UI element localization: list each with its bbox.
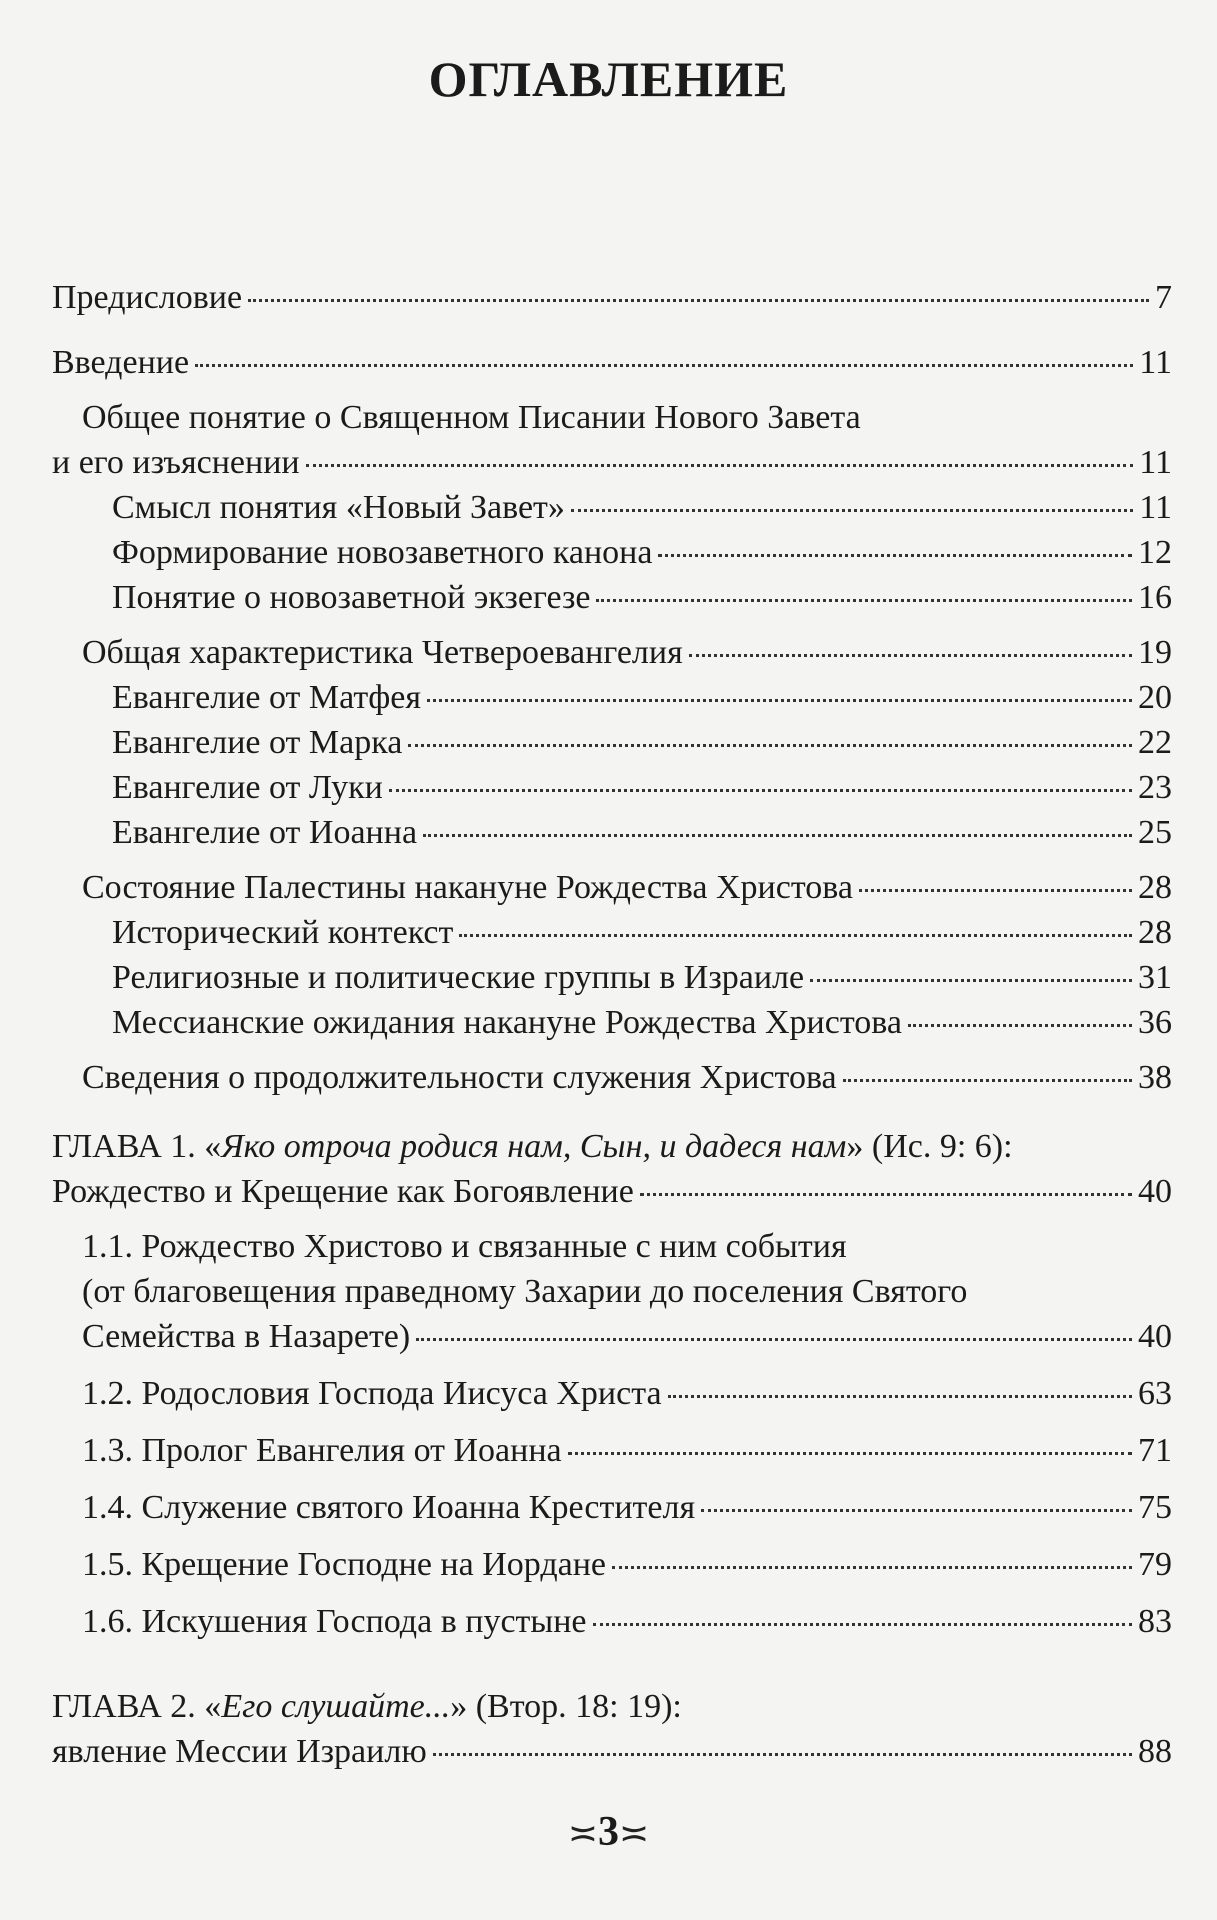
toc-entry — [52, 395, 1172, 485]
toc-entry-text: Евангелие от Луки — [112, 769, 383, 806]
toc-section — [82, 1542, 1172, 1587]
toc-entry — [82, 1055, 1172, 1100]
toc-page-number: 16 — [1138, 579, 1172, 616]
chapter-suffix: » (Втор. 18: 19): — [450, 1688, 682, 1725]
toc-entry-text: и его изъяснении — [52, 444, 300, 481]
table-of-contents — [52, 275, 1172, 1774]
toc-entry-text: Исторический контекст — [112, 914, 454, 951]
toc-page-number: 23 — [1138, 769, 1172, 806]
dot-leader — [810, 979, 1132, 982]
toc-entry-text: Предисловие — [52, 279, 243, 316]
chapter-heading-line1 — [52, 1124, 1172, 1169]
dot-leader — [908, 1024, 1132, 1027]
toc-page-number: 12 — [1138, 534, 1172, 571]
dot-leader — [640, 1193, 1132, 1196]
toc-entry-text: Понятие о новозаветной экзегезе — [112, 579, 591, 616]
toc-entry-text: Рождество и Крещение как Богоявление — [52, 1173, 634, 1210]
dot-leader — [459, 934, 1132, 937]
toc-entry — [112, 575, 1172, 620]
toc-page-number: 11 — [1139, 344, 1172, 381]
toc-page-number: 88 — [1138, 1733, 1172, 1770]
dot-leader — [427, 699, 1132, 702]
toc-page-number: 36 — [1138, 1004, 1172, 1041]
toc-page-number: 63 — [1138, 1375, 1172, 1412]
ornament-left-icon: ≍ — [567, 1813, 598, 1853]
chapter-suffix: » (Ис. 9: 6): — [846, 1128, 1013, 1165]
dot-leader — [658, 554, 1132, 557]
toc-entry-text: Религиозные и политические группы в Израиле — [112, 959, 805, 996]
toc-entry — [112, 955, 1172, 1000]
page-footer — [0, 1808, 1217, 1856]
toc-entry — [112, 530, 1172, 575]
toc-entry — [112, 485, 1172, 530]
toc-page-number: 22 — [1138, 724, 1172, 761]
toc-entry — [112, 1000, 1172, 1045]
toc-entry-introduction — [52, 340, 1172, 385]
dot-leader — [612, 1566, 1132, 1569]
toc-page-number: 31 — [1138, 959, 1172, 996]
toc-entry-text-line1: 1.1. Рождество Христово и связанные с ним события — [82, 1228, 847, 1265]
dot-leader — [843, 1079, 1132, 1082]
toc-entry-text-line1: Общее понятие о Священном Писании Нового Завета — [82, 399, 861, 436]
dot-leader — [423, 834, 1132, 837]
dot-leader — [571, 509, 1133, 512]
toc-page-number: 28 — [1138, 914, 1172, 951]
dot-leader — [701, 1509, 1132, 1512]
toc-entry — [82, 865, 1172, 910]
toc-entry-text: Сведения о продолжительности служения Христова — [82, 1059, 837, 1096]
toc-entry-text: Мессианские ожидания накануне Рождества Христова — [112, 1004, 902, 1041]
toc-entry-preface — [52, 275, 1172, 320]
toc-entry — [82, 630, 1172, 675]
toc-entry-text: Общая характеристика Четвероевангелия — [82, 634, 683, 671]
toc-entry-text: 1.6. Искушения Господа в пустыне — [82, 1603, 587, 1640]
toc-chapter-2 — [52, 1684, 1172, 1774]
chapter-prefix: ГЛАВА 2. « — [52, 1688, 222, 1725]
page-title: ОГЛАВЛЕНИЕ — [428, 51, 789, 107]
chapter-quote: Его слушайте... — [221, 1688, 451, 1725]
dot-leader — [248, 299, 1149, 302]
dot-leader — [859, 889, 1132, 892]
toc-entry — [112, 910, 1172, 955]
dot-leader — [593, 1623, 1132, 1626]
dot-leader — [416, 1338, 1132, 1341]
toc-page-number: 75 — [1138, 1489, 1172, 1526]
toc-section — [82, 1224, 1172, 1359]
page-number: 3 — [598, 1809, 619, 1855]
toc-page-number: 38 — [1138, 1059, 1172, 1096]
toc-entry-text: 1.5. Крещение Господне на Иордане — [82, 1546, 606, 1583]
toc-page-number: 25 — [1138, 814, 1172, 851]
toc-section — [82, 1428, 1172, 1473]
toc-entry — [112, 720, 1172, 765]
toc-entry-text: Смысл понятия «Новый Завет» — [112, 489, 565, 526]
toc-page-number: 28 — [1138, 869, 1172, 906]
toc-entry — [112, 810, 1172, 855]
dot-leader — [689, 654, 1132, 657]
toc-page-number: 11 — [1139, 489, 1172, 526]
dot-leader — [568, 1452, 1132, 1455]
toc-entry-text: Формирование новозаветного канона — [112, 534, 653, 571]
dot-leader — [306, 464, 1134, 467]
dot-leader — [408, 744, 1132, 747]
toc-entry-text: Евангелие от Марка — [112, 724, 403, 761]
toc-page-number: 83 — [1138, 1603, 1172, 1640]
toc-entry — [112, 675, 1172, 720]
toc-chapter-1 — [52, 1124, 1172, 1214]
toc-page-number: 20 — [1138, 679, 1172, 716]
toc-page-number: 40 — [1138, 1318, 1172, 1355]
toc-entry-text: 1.3. Пролог Евангелия от Иоанна — [82, 1432, 562, 1469]
toc-page-number: 19 — [1138, 634, 1172, 671]
toc-entry-text: Евангелие от Иоанна — [112, 814, 418, 851]
toc-entry-text: Семейства в Назарете) — [82, 1318, 411, 1355]
toc-section — [82, 1485, 1172, 1530]
chapter-heading-line1 — [52, 1684, 1172, 1729]
toc-entry-text: 1.2. Родословия Господа Иисуса Христа — [82, 1375, 662, 1412]
toc-entry — [112, 765, 1172, 810]
dot-leader — [668, 1395, 1132, 1398]
toc-page-number: 71 — [1138, 1432, 1172, 1469]
toc-page-number: 11 — [1139, 444, 1172, 481]
toc-page-number: 40 — [1138, 1173, 1172, 1210]
toc-entry-text: Введение — [52, 344, 190, 381]
toc-entry-text: явление Мессии Израилю — [52, 1733, 427, 1770]
dot-leader — [195, 364, 1133, 367]
toc-entry-text: 1.4. Служение святого Иоанна Крестителя — [82, 1489, 696, 1526]
chapter-quote: Яко отроча родися нам, Сын, и дадеся нам — [221, 1128, 847, 1165]
toc-entry-text: Евангелие от Матфея — [112, 679, 421, 716]
toc-section — [82, 1371, 1172, 1416]
toc-page-number: 79 — [1138, 1546, 1172, 1583]
toc-section — [82, 1599, 1172, 1644]
toc-entry-text: Состояние Палестины накануне Рождества Христова — [82, 869, 853, 906]
toc-page-number: 7 — [1155, 279, 1172, 316]
dot-leader — [389, 789, 1132, 792]
ornament-right-icon: ≍ — [619, 1813, 650, 1853]
toc-entry-text-line2: (от благовещения праведному Захарии до поселения Святого — [82, 1273, 968, 1310]
chapter-prefix: ГЛАВА 1. « — [52, 1128, 222, 1165]
dot-leader — [433, 1753, 1132, 1756]
dot-leader — [596, 599, 1132, 602]
